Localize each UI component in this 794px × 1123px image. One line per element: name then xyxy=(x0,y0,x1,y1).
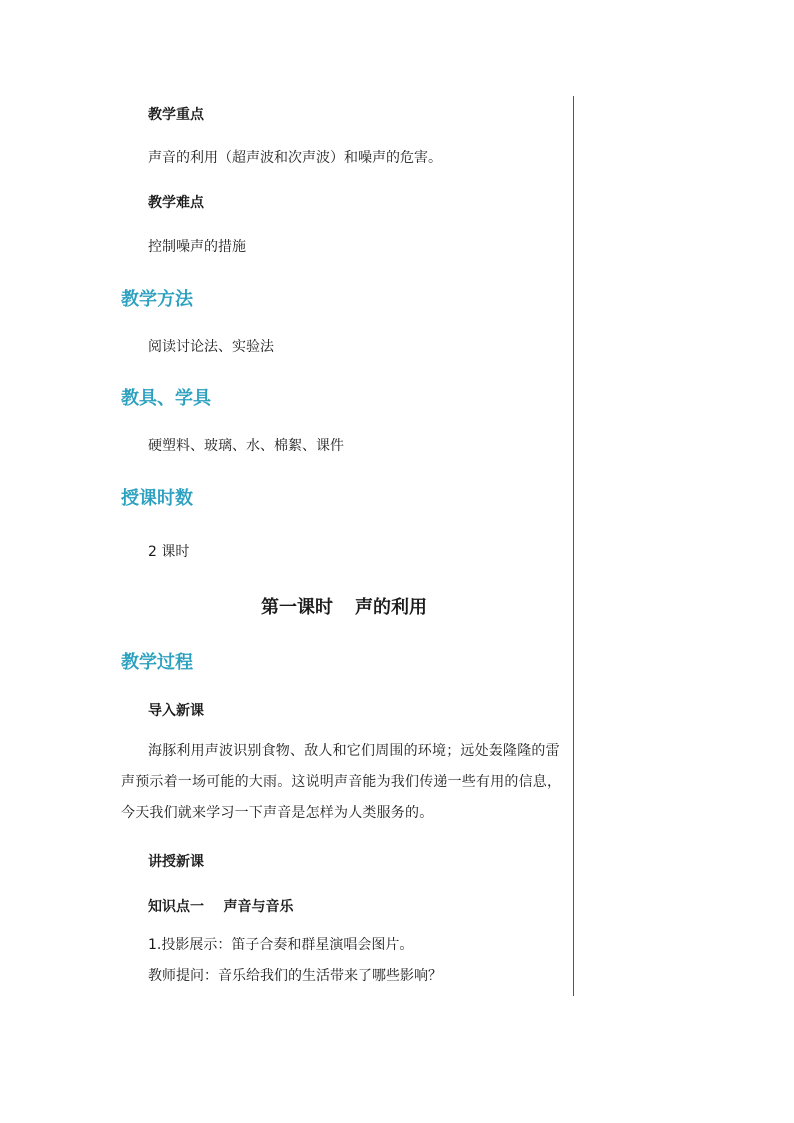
intro-label: 导入新课 xyxy=(148,703,204,719)
process-heading: 教学过程 xyxy=(121,652,193,673)
tools-heading: 教具、学具 xyxy=(121,388,211,409)
method-text: 阅读讨论法、实验法 xyxy=(148,339,274,355)
lesson-title xyxy=(0,593,688,619)
hours-text: 2 课时 xyxy=(148,544,190,560)
step-1-text: 1.投影展示：笛子合奏和群星演唱会图片。 xyxy=(148,937,414,953)
key-points-label: 教学重点 xyxy=(148,107,204,123)
lesson-title-part1: 第一课时 xyxy=(261,597,333,618)
teacher-question-text: 教师提问：音乐给我们的生活带来了哪些影响？ xyxy=(148,968,442,984)
lesson-title-part2: 声的利用 xyxy=(355,597,427,618)
tools-text: 硬塑料、玻璃、水、棉絮、课件 xyxy=(148,438,344,454)
right-margin-rule xyxy=(573,96,574,996)
method-heading: 教学方法 xyxy=(121,289,193,310)
difficulty-text: 控制噪声的措施 xyxy=(148,239,246,255)
knowledge-point-label: 知识点一 声音与音乐 xyxy=(148,899,294,915)
hours-heading: 授课时数 xyxy=(121,488,193,509)
intro-paragraph: 海豚利用声波识别食物、敌人和它们周围的环境；远处轰隆隆的雷声预示着一场可能的大雨。这说明声音能为我们传递一些有用的信息，今天我们就来学习一下声音是怎样为人类服务的。 xyxy=(121,743,562,821)
key-points-text: 声音的利用（超声波和次声波）和噪声的危害。 xyxy=(148,150,442,166)
new-lesson-label: 讲授新课 xyxy=(148,854,204,870)
difficulty-label: 教学难点 xyxy=(148,195,204,211)
